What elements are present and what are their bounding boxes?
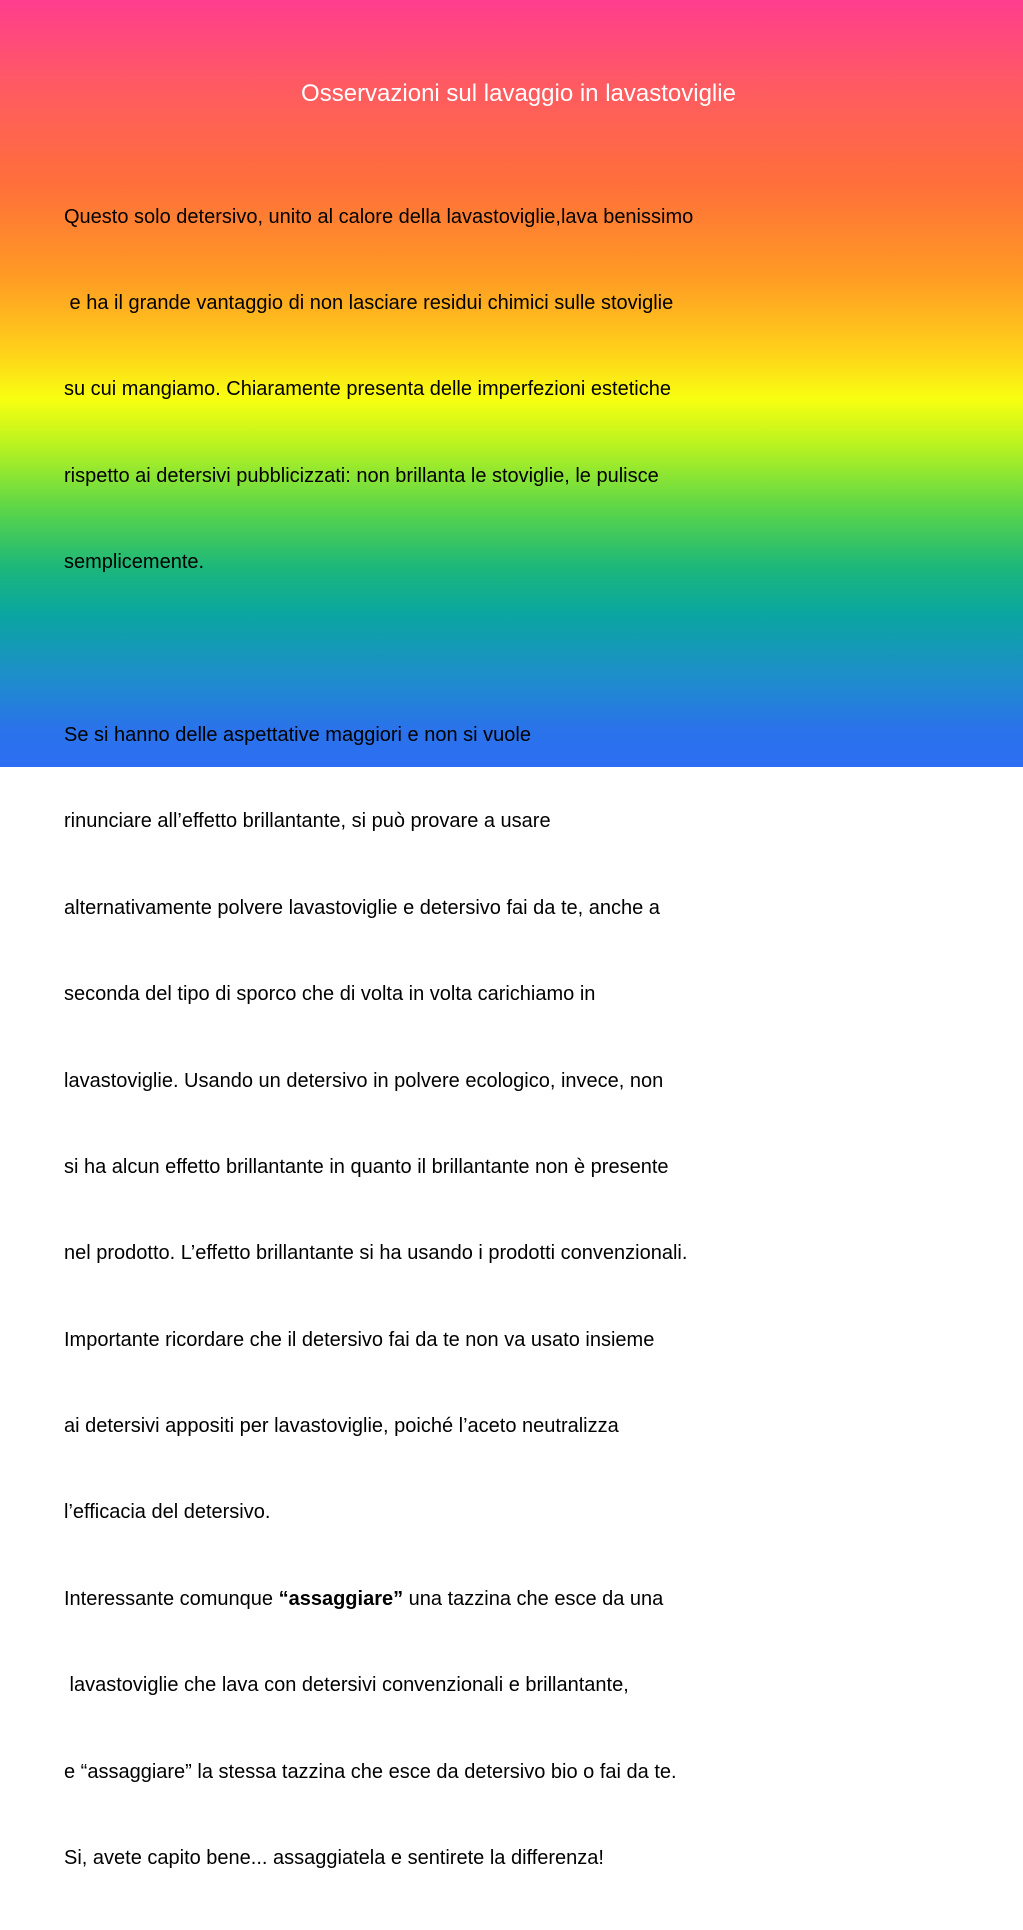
body-line: rinunciare all’effetto brillantante, si può provare a usare (64, 810, 551, 833)
body-line: lavastoviglie. Usando un detersivo in polvere ecologico, invece, non (64, 1069, 664, 1092)
blank-line (64, 635, 1004, 664)
slide-body (64, 145, 1004, 1930)
body-line: e ha il grande vantaggio di non lasciare residui chimici sulle stoviglie (64, 291, 674, 314)
body-line: seconda del tipo di sporco che di volta in volta carichiamo in (64, 983, 596, 1006)
body-line: Se si hanno delle aspettative maggiori e non si vuole (64, 723, 531, 746)
body-line: rispetto ai detersivi pubblicizzati: non brillanta le stoviglie, le pulisce (64, 464, 659, 487)
body-line: e “assaggiare” la stessa tazzina che esce da detersivo bio o fai da te. (64, 1760, 677, 1783)
interessante-before: Interessante comunque (64, 1587, 279, 1610)
slide-title: Osservazioni sul lavaggio in lavastoviglie (301, 80, 736, 107)
body-line: alternativamente polvere lavastoviglie e detersivo fai da te, anche a (64, 896, 660, 919)
assaggiare-emphasis: “assaggiare” (278, 1587, 404, 1610)
body-line: su cui mangiamo. Chiaramente presenta delle imperfezioni estetiche (64, 378, 671, 401)
body-line: Si, avete capito bene... assaggiatela e sentirete la differenza! (64, 1847, 604, 1870)
body-line: nel prodotto. L’effetto brillantante si ha usando i prodotti convenzionali. (64, 1242, 688, 1265)
body-line: ai detersivi appositi per lavastoviglie, poiché l’aceto neutralizza (64, 1415, 619, 1438)
body-line: si ha alcun effetto brillantante in quanto il brillantante non è presente (64, 1155, 669, 1178)
interessante-after: una tazzina che esce da una (403, 1587, 664, 1610)
body-line: l’efficacia del detersivo. (64, 1501, 271, 1524)
body-line: lavastoviglie che lava con detersivi convenzionali e brillantante, (64, 1674, 629, 1697)
body-line: Questo solo detersivo, unito al calore della lavastoviglie,lava benissimo (64, 205, 694, 228)
body-line: Importante ricordare che il detersivo fai da te non va usato insieme (64, 1328, 655, 1351)
body-line: semplicemente. (64, 551, 205, 574)
body-line-interessante (64, 1585, 1004, 1614)
